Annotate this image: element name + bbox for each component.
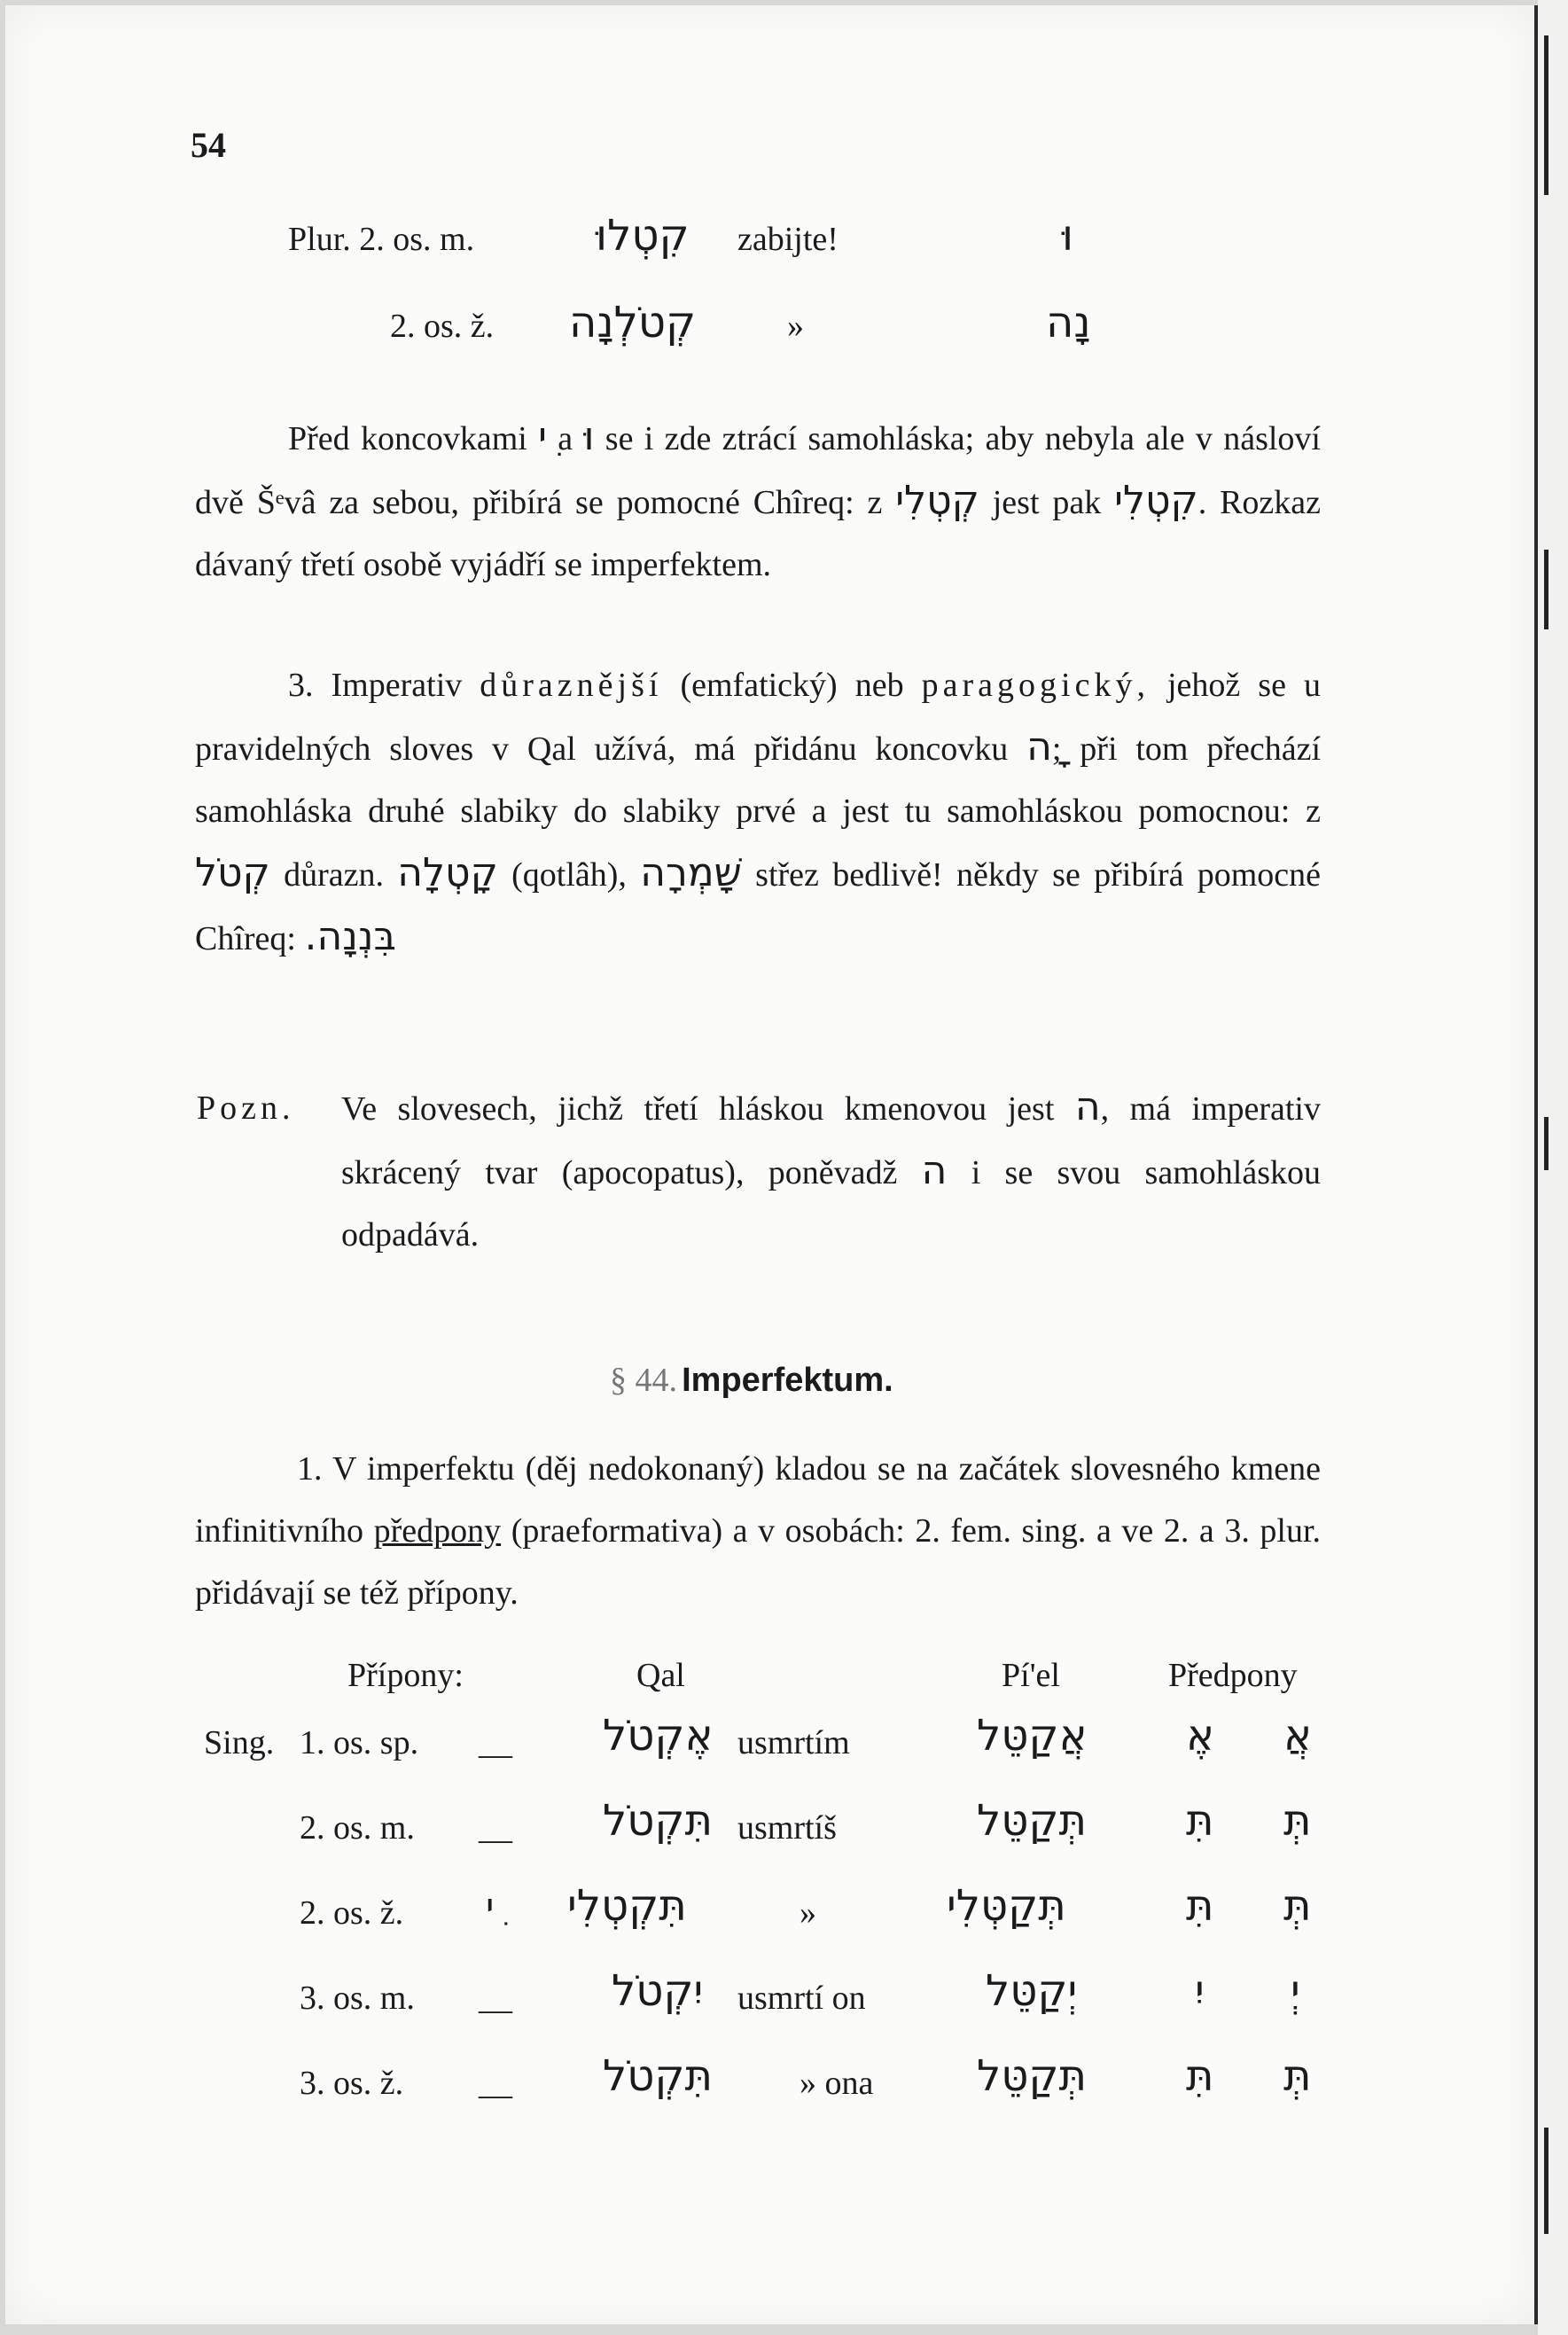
row-1-person: 1. os. sp. — [300, 1724, 419, 1761]
hebrew-ending-u: וּ — [583, 414, 595, 459]
row-3-person: 2. os. ž. — [300, 1894, 404, 1932]
hebrew-ending-i: ִי — [538, 414, 547, 459]
row-5-suffix: __ — [479, 2065, 512, 2102]
row-4-gloss: usmrtí on — [737, 1980, 866, 2017]
row-3-prefix-piel: תְּ — [1283, 1881, 1312, 1931]
hebrew-letter-he-1: ה — [1074, 1084, 1101, 1129]
hebrew-form-chireq-example: בִּנְנָה. — [304, 914, 396, 959]
hebrew-form-shomrah: שָׁמְרָה — [640, 850, 742, 895]
row-1-piel: אֲקַטֵּל — [977, 1711, 1088, 1761]
header-prefixes: Předpony — [1168, 1657, 1298, 1694]
row-4-prefix-qal: יִ — [1195, 1966, 1205, 2016]
row-1-prefix-qal: אֶ — [1186, 1711, 1215, 1761]
row-3-gloss: » — [800, 1894, 816, 1932]
hebrew-form-qitli: קִטְלִי — [1114, 478, 1198, 523]
row-5-qal: תִּקְטֹל — [603, 2051, 714, 2101]
row-2-qal: תִּקְטֹל — [603, 1796, 714, 1846]
row-1-gloss: usmrtím — [737, 1724, 850, 1761]
row-2-piel: תְּקַטֵּל — [977, 1796, 1088, 1846]
paragraph-vowel-loss: Před koncovkami ִי a וּ se i zde ztrácí samohláska; aby nebyla ale v násloví dvě Šᵉvâ za sebou, přibírá se pomocné Chîreq: z קְטְלִי jest pak קִטְלִי. Rozkaz dávaný třetí osobě vyjádří se imperfektem. — [195, 414, 1322, 583]
imperative-row-1-suffix: וּ — [1062, 211, 1074, 261]
hebrew-form-qetol: קְטֹל — [195, 850, 270, 895]
hebrew-ending-ah: ָה — [1026, 724, 1052, 769]
imperative-row-1-gloss: zabijte! — [737, 221, 839, 258]
row-3-qal: תִּקְטְלִי — [567, 1881, 687, 1931]
row-3-piel: תְּקַטְּלִי — [947, 1881, 1066, 1931]
section-heading — [610, 1361, 893, 1400]
hebrew-form-qetli: קְטְלִי — [895, 478, 979, 523]
row-3-suffix: ִי — [486, 1885, 495, 1928]
row-1-qal: אֶקְטֹל — [603, 1711, 714, 1761]
imperative-row-1-label: Plur. 2. os. m. — [288, 221, 475, 258]
imperative-row-2-label: 2. os. ž. — [390, 308, 495, 345]
hebrew-form-qotlah: קָטְלָה — [397, 850, 498, 895]
imperative-row-2-gloss: » — [787, 308, 804, 345]
section-number: § 44. — [610, 1362, 677, 1399]
row-5-prefix-qal: תִּ — [1186, 2051, 1214, 2101]
imperative-row-2-hebrew: קְטֹלְנָה — [569, 298, 697, 348]
row-2-prefix-qal: תִּ — [1186, 1796, 1214, 1846]
imperative-row-2-suffix: נָה — [1046, 298, 1091, 348]
row-1-prefix-piel: אֲ — [1283, 1711, 1313, 1761]
row-2-prefix-piel: תְּ — [1283, 1796, 1312, 1846]
row-2-person: 2. os. m. — [300, 1809, 415, 1847]
page-number: 54 — [191, 125, 226, 165]
paragraph-emphatic-imperative: 3. Imperativ důraznější (emfatický) neb paragogický, jehož se u pravidelných sloves v Qal užívá, má přidánu koncovku ָה; při tom přechází samohláska druhé slabiky do slabiky prvé a jest tu samohláskou pomocnou: z קְטֹל důrazn. קָטְלָה (qotlâh), שָׁמְרָה střez bedlivě! někdy se přibírá pomocné Chîreq: בִּנְנָה. — [195, 667, 1322, 959]
note-label: Pozn. — [197, 1089, 295, 1127]
row-4-prefix-piel: יְ — [1291, 1966, 1300, 2016]
header-qal: Qal — [636, 1657, 685, 1694]
row-1-suffix: __ — [479, 1724, 512, 1761]
row-5-prefix-piel: תְּ — [1283, 2051, 1312, 2101]
section-title: Imperfektum. — [682, 1362, 893, 1399]
row-2-suffix: __ — [479, 1809, 512, 1847]
row-3-prefix-qal: תִּ — [1186, 1881, 1214, 1931]
imperative-row-1-hebrew: קִטְלוּ — [596, 211, 690, 261]
row-4-suffix: __ — [479, 1980, 512, 2017]
table-group-label: Sing. — [204, 1724, 275, 1761]
row-4-piel: יְקַטֵּל — [986, 1966, 1078, 2016]
hebrew-letter-he-2: ה — [921, 1148, 948, 1193]
row-5-person: 3. os. ž. — [300, 2065, 404, 2102]
row-5-gloss: » ona — [800, 2065, 874, 2102]
header-suffixes: Přípony: — [347, 1657, 464, 1694]
row-2-gloss: usmrtíš — [737, 1809, 837, 1847]
paragraph-imperfect-intro: 1. V imperfektu (děj nedokonaný) kladou se na začátek slovesného kmene infinitivního předpony (praeformativa) a v osobách: 2. fem. sing. a ve 2. a 3. plur. přidávají se též přípony. — [195, 1450, 1322, 1612]
row-4-qal: יִקְטֹל — [612, 1966, 704, 2016]
header-piel: Pí'el — [1002, 1657, 1060, 1694]
row-4-person: 3. os. m. — [300, 1980, 415, 2017]
row-5-piel: תְּקַטֵּל — [977, 2051, 1088, 2101]
note-text: Ve slovesech, jichž třetí hláskou kmenovou jest ה, má imperativ skrácený tvar (apocopatus), poněvadž ה i se svou samohláskou odpadává. — [341, 1084, 1321, 1253]
